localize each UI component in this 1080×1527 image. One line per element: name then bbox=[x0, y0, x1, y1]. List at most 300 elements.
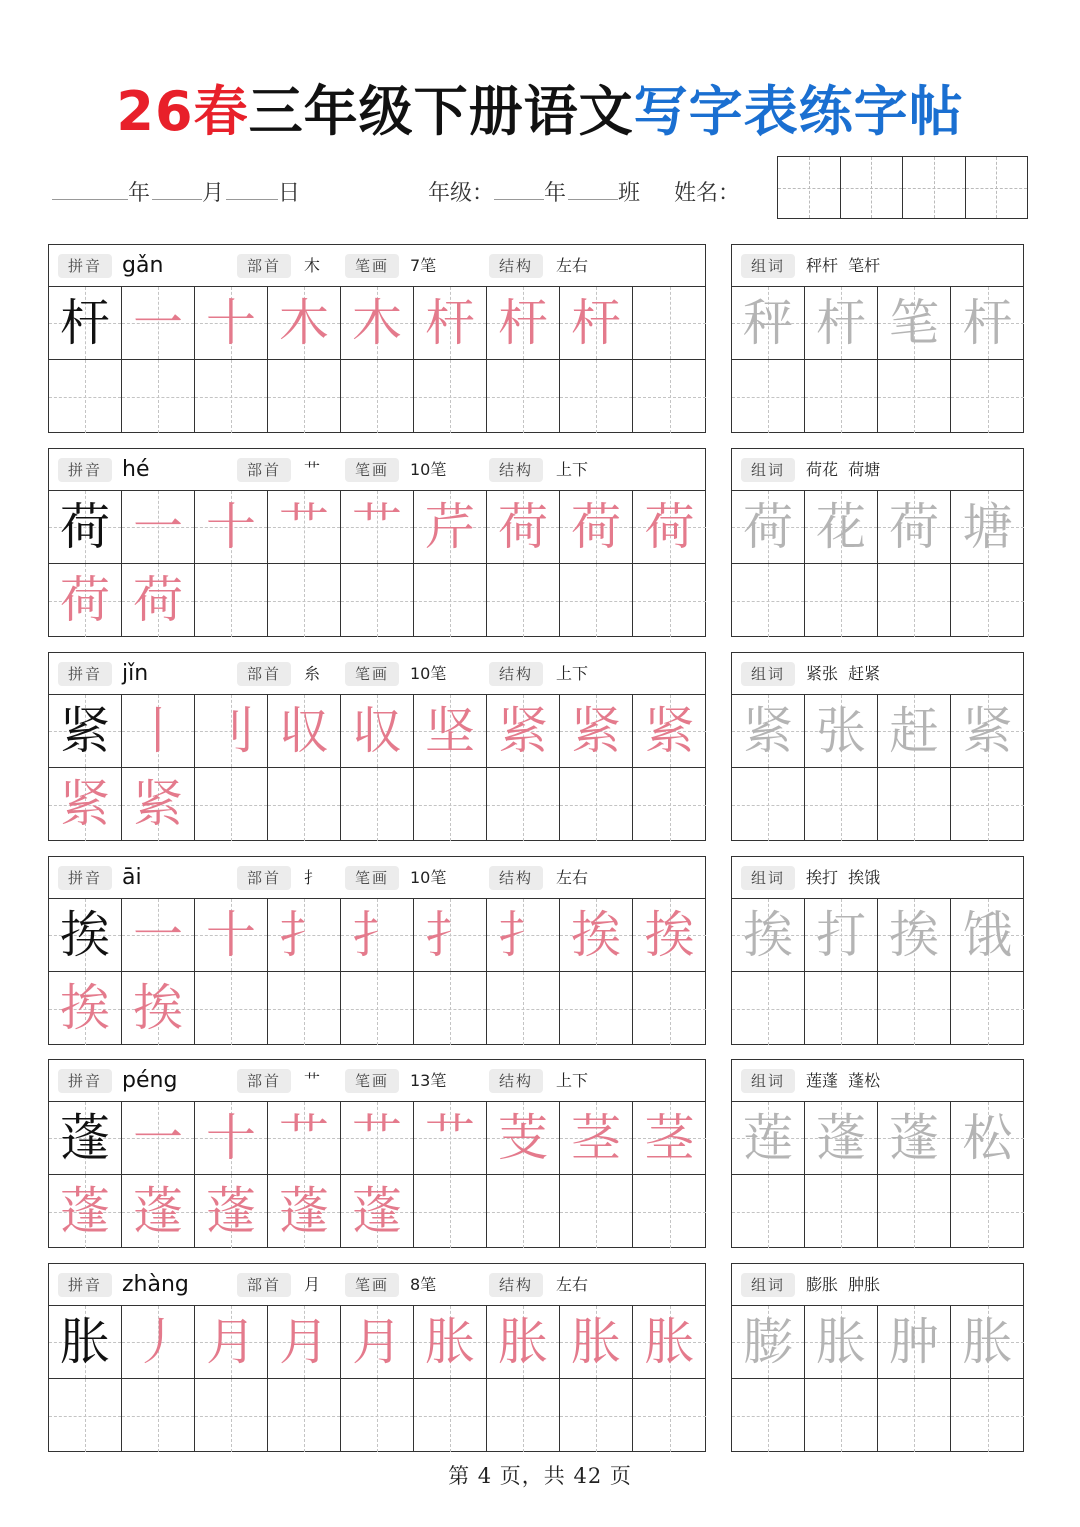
word-cell[interactable] bbox=[878, 768, 951, 841]
page-title bbox=[0, 78, 1080, 146]
word-cell[interactable] bbox=[805, 1306, 878, 1379]
word-trace-character: 松 bbox=[962, 1109, 1013, 1167]
practice-cell[interactable] bbox=[268, 360, 341, 433]
word-cell[interactable] bbox=[732, 695, 805, 768]
words-value: 荷花 荷塘 bbox=[806, 460, 881, 479]
class-line bbox=[428, 174, 740, 214]
stroke-step: 杆 bbox=[425, 294, 475, 352]
practice-cell[interactable] bbox=[268, 972, 341, 1045]
stroke-step: 紧 bbox=[644, 702, 695, 760]
practice-grid bbox=[49, 491, 705, 636]
practice-cell[interactable] bbox=[560, 899, 633, 972]
practice-cell[interactable] bbox=[49, 360, 122, 433]
practice-cell[interactable] bbox=[341, 360, 414, 433]
practice-grid bbox=[49, 287, 705, 432]
practice-cell[interactable] bbox=[414, 1102, 487, 1175]
practice-cell[interactable] bbox=[49, 1102, 122, 1175]
practice-cell[interactable] bbox=[122, 1175, 195, 1248]
practice-cell[interactable] bbox=[268, 695, 341, 768]
practice-cell[interactable] bbox=[487, 564, 560, 637]
practice-cell[interactable] bbox=[560, 360, 633, 433]
word-cell[interactable] bbox=[878, 972, 951, 1045]
strokes-value: 8笔 bbox=[410, 1275, 437, 1294]
stroke-step: 木 bbox=[279, 294, 329, 352]
practice-cell[interactable] bbox=[633, 564, 706, 637]
practice-cell[interactable] bbox=[414, 491, 487, 564]
strokes-tag: 笔画 bbox=[345, 254, 399, 278]
practice-cell[interactable] bbox=[414, 1175, 487, 1248]
radical-value: 月 bbox=[304, 1275, 321, 1294]
title-part-practice: 写字表练字帖 bbox=[633, 80, 964, 143]
practice-cell[interactable] bbox=[195, 899, 268, 972]
radical-value: 艹 bbox=[304, 460, 321, 479]
words-header bbox=[732, 1264, 1023, 1306]
word-trace-character: 荷 bbox=[743, 498, 793, 556]
stroke-step: 茎 bbox=[571, 1109, 621, 1167]
practice-cell[interactable] bbox=[268, 1102, 341, 1175]
pinyin-tag: 拼音 bbox=[58, 254, 112, 278]
practice-cell[interactable] bbox=[268, 1306, 341, 1379]
practice-cell[interactable] bbox=[268, 899, 341, 972]
stroke-step: 十 bbox=[206, 1109, 256, 1167]
stroke-step: 荷 bbox=[644, 498, 695, 556]
word-cell[interactable] bbox=[732, 768, 805, 841]
words-panel bbox=[731, 856, 1024, 1045]
practice-cell[interactable] bbox=[341, 1175, 414, 1248]
practice-cell[interactable] bbox=[122, 1379, 195, 1452]
name-cell[interactable] bbox=[778, 157, 841, 218]
practice-cell[interactable] bbox=[195, 768, 268, 841]
stroke-step: 荷 bbox=[60, 571, 110, 629]
stroke-step: 十 bbox=[206, 294, 256, 352]
practice-cell[interactable] bbox=[633, 1306, 706, 1379]
words-panel bbox=[731, 652, 1024, 841]
structure-value: 左右 bbox=[556, 256, 589, 275]
words-header bbox=[732, 245, 1023, 287]
info-header bbox=[49, 1264, 705, 1306]
words-value: 莲蓬 蓬松 bbox=[806, 1071, 881, 1090]
radical-tag: 部首 bbox=[237, 458, 291, 482]
practice-cell[interactable] bbox=[122, 564, 195, 637]
practice-cell[interactable] bbox=[195, 1175, 268, 1248]
strokes-tag: 笔画 bbox=[345, 1273, 399, 1297]
word-cell[interactable] bbox=[878, 1306, 951, 1379]
name-grid[interactable] bbox=[777, 156, 1028, 219]
practice-cell[interactable] bbox=[633, 899, 706, 972]
words-grid bbox=[732, 899, 1023, 1044]
info-header bbox=[49, 857, 705, 899]
class-label: 班 bbox=[618, 181, 641, 206]
word-cell[interactable] bbox=[732, 1379, 805, 1452]
word-cell[interactable] bbox=[878, 1102, 951, 1175]
practice-cell[interactable] bbox=[195, 1306, 268, 1379]
words-tag: 组词 bbox=[741, 1273, 795, 1297]
word-cell[interactable] bbox=[878, 491, 951, 564]
practice-cell[interactable] bbox=[268, 768, 341, 841]
stroke-step: 丨 bbox=[133, 702, 183, 760]
character-block bbox=[48, 244, 1024, 433]
strokes-value: 10笔 bbox=[410, 460, 447, 479]
practice-cell[interactable] bbox=[122, 1306, 195, 1379]
practice-cell[interactable] bbox=[560, 1379, 633, 1452]
word-trace-character: 杆 bbox=[962, 294, 1013, 352]
practice-cell[interactable] bbox=[487, 491, 560, 564]
word-trace-character: 肿 bbox=[889, 1313, 939, 1371]
practice-cell[interactable] bbox=[633, 695, 706, 768]
practice-cell[interactable] bbox=[122, 1102, 195, 1175]
practice-cell[interactable] bbox=[633, 491, 706, 564]
name-label: 姓名： bbox=[674, 181, 741, 206]
word-trace-character: 笔 bbox=[889, 294, 939, 352]
grade-year-label: 年 bbox=[544, 181, 567, 206]
model-character: 蓬 bbox=[60, 1109, 110, 1167]
name-cell[interactable] bbox=[966, 157, 1028, 218]
practice-cell[interactable] bbox=[633, 1175, 706, 1248]
practice-cell[interactable] bbox=[49, 287, 122, 360]
structure-tag: 结构 bbox=[489, 866, 543, 890]
words-grid bbox=[732, 491, 1023, 636]
practice-cell[interactable] bbox=[341, 695, 414, 768]
strokes-value: 13笔 bbox=[410, 1071, 447, 1090]
practice-cell[interactable] bbox=[341, 768, 414, 841]
practice-cell[interactable] bbox=[268, 287, 341, 360]
word-trace-character: 膨 bbox=[743, 1313, 793, 1371]
words-grid bbox=[732, 1306, 1023, 1451]
stroke-step: 紧 bbox=[571, 702, 621, 760]
word-cell[interactable] bbox=[951, 564, 1024, 637]
word-trace-character: 赶 bbox=[889, 702, 939, 760]
practice-cell[interactable] bbox=[487, 1102, 560, 1175]
word-cell[interactable] bbox=[878, 695, 951, 768]
strokes-value: 10笔 bbox=[410, 868, 447, 887]
info-header bbox=[49, 245, 705, 287]
word-cell[interactable] bbox=[732, 360, 805, 433]
words-header bbox=[732, 653, 1023, 695]
practice-cell[interactable] bbox=[341, 1102, 414, 1175]
word-trace-character: 杆 bbox=[816, 294, 866, 352]
practice-cell[interactable] bbox=[195, 564, 268, 637]
word-trace-character: 胀 bbox=[816, 1313, 866, 1371]
stroke-step: 蓬 bbox=[206, 1182, 256, 1240]
stroke-step: 月 bbox=[279, 1313, 329, 1371]
word-cell[interactable] bbox=[732, 1102, 805, 1175]
model-character: 紧 bbox=[60, 702, 110, 760]
pinyin-value: péng bbox=[122, 1068, 178, 1093]
class-blank[interactable] bbox=[568, 174, 618, 200]
stroke-step: 胀 bbox=[644, 1313, 695, 1371]
practice-cell[interactable] bbox=[560, 1306, 633, 1379]
structure-tag: 结构 bbox=[489, 1069, 543, 1093]
word-cell[interactable] bbox=[951, 1306, 1024, 1379]
year-blank[interactable] bbox=[52, 174, 128, 200]
word-cell[interactable] bbox=[732, 287, 805, 360]
model-character: 挨 bbox=[60, 906, 110, 964]
word-cell[interactable] bbox=[805, 972, 878, 1045]
word-cell[interactable] bbox=[878, 1379, 951, 1452]
stroke-step: 艹 bbox=[279, 498, 329, 556]
practice-cell[interactable] bbox=[414, 972, 487, 1045]
structure-value: 左右 bbox=[556, 868, 589, 887]
practice-cell[interactable] bbox=[560, 491, 633, 564]
structure-tag: 结构 bbox=[489, 458, 543, 482]
practice-cell[interactable] bbox=[268, 491, 341, 564]
date-line bbox=[52, 174, 300, 214]
page-footer: 第 4 页，共 42 页 bbox=[448, 1464, 632, 1488]
practice-cell[interactable] bbox=[122, 491, 195, 564]
practice-cell[interactable] bbox=[49, 695, 122, 768]
practice-cell[interactable] bbox=[195, 360, 268, 433]
practice-cell[interactable] bbox=[560, 1175, 633, 1248]
practice-cell[interactable] bbox=[49, 768, 122, 841]
practice-cell[interactable] bbox=[414, 768, 487, 841]
word-cell[interactable] bbox=[732, 564, 805, 637]
practice-cell[interactable] bbox=[195, 972, 268, 1045]
practice-cell[interactable] bbox=[122, 287, 195, 360]
word-cell[interactable] bbox=[732, 1306, 805, 1379]
structure-value: 上下 bbox=[556, 460, 589, 479]
word-cell[interactable] bbox=[805, 899, 878, 972]
stroke-step: 扌 bbox=[279, 906, 329, 964]
practice-cell[interactable] bbox=[633, 1102, 706, 1175]
practice-cell[interactable] bbox=[414, 695, 487, 768]
word-trace-character: 挨 bbox=[743, 906, 793, 964]
character-block bbox=[48, 1263, 1024, 1452]
stroke-step: 一 bbox=[133, 906, 183, 964]
practice-cell[interactable] bbox=[633, 1379, 706, 1452]
word-cell[interactable] bbox=[878, 1175, 951, 1248]
word-cell[interactable] bbox=[805, 564, 878, 637]
word-trace-character: 秤 bbox=[743, 294, 793, 352]
word-cell[interactable] bbox=[951, 287, 1024, 360]
practice-cell[interactable] bbox=[487, 768, 560, 841]
word-cell[interactable] bbox=[878, 287, 951, 360]
practice-cell[interactable] bbox=[122, 695, 195, 768]
practice-cell[interactable] bbox=[122, 972, 195, 1045]
stroke-step: 紧 bbox=[498, 702, 548, 760]
stroke-step: 蓬 bbox=[60, 1182, 110, 1240]
word-trace-character: 打 bbox=[816, 906, 866, 964]
stroke-step: 艹 bbox=[279, 1109, 329, 1167]
words-header bbox=[732, 857, 1023, 899]
practice-cell[interactable] bbox=[560, 287, 633, 360]
practice-cell[interactable] bbox=[49, 491, 122, 564]
practice-cell[interactable] bbox=[49, 972, 122, 1045]
stroke-step: 胀 bbox=[425, 1313, 475, 1371]
title-part-year: 26春 bbox=[116, 80, 249, 143]
pinyin-value: hé bbox=[122, 457, 150, 482]
practice-cell[interactable] bbox=[341, 564, 414, 637]
word-cell[interactable] bbox=[951, 491, 1024, 564]
strokes-tag: 笔画 bbox=[345, 458, 399, 482]
practice-cell[interactable] bbox=[195, 1102, 268, 1175]
practice-cell[interactable] bbox=[341, 287, 414, 360]
word-cell[interactable] bbox=[805, 695, 878, 768]
radical-value: 木 bbox=[304, 256, 321, 275]
word-cell[interactable] bbox=[805, 287, 878, 360]
practice-panel bbox=[48, 448, 706, 637]
stroke-step: 蓬 bbox=[133, 1182, 183, 1240]
words-tag: 组词 bbox=[741, 254, 795, 278]
radical-tag: 部首 bbox=[237, 866, 291, 890]
word-cell[interactable] bbox=[732, 491, 805, 564]
practice-cell[interactable] bbox=[633, 287, 706, 360]
word-cell[interactable] bbox=[878, 564, 951, 637]
practice-cell[interactable] bbox=[487, 695, 560, 768]
practice-cell[interactable] bbox=[487, 360, 560, 433]
word-trace-character: 蓬 bbox=[889, 1109, 939, 1167]
strokes-value: 7笔 bbox=[410, 256, 437, 275]
structure-value: 上下 bbox=[556, 664, 589, 683]
stroke-step: 挨 bbox=[571, 906, 621, 964]
word-trace-character: 蓬 bbox=[816, 1109, 866, 1167]
word-trace-character: 莲 bbox=[743, 1109, 793, 1167]
character-block bbox=[48, 1059, 1024, 1248]
day-blank[interactable] bbox=[226, 174, 278, 200]
structure-tag: 结构 bbox=[489, 1273, 543, 1297]
practice-cell[interactable] bbox=[487, 1306, 560, 1379]
practice-cell[interactable] bbox=[268, 564, 341, 637]
practice-cell[interactable] bbox=[633, 768, 706, 841]
word-cell[interactable] bbox=[805, 491, 878, 564]
words-header bbox=[732, 449, 1023, 491]
practice-cell[interactable] bbox=[487, 1379, 560, 1452]
structure-tag: 结构 bbox=[489, 662, 543, 686]
name-cell[interactable] bbox=[903, 157, 966, 218]
words-grid bbox=[732, 287, 1023, 432]
practice-cell[interactable] bbox=[122, 360, 195, 433]
practice-cell[interactable] bbox=[560, 695, 633, 768]
practice-cell[interactable] bbox=[560, 564, 633, 637]
title-part-grade: 三年级下册语文 bbox=[248, 80, 634, 143]
practice-cell[interactable] bbox=[49, 564, 122, 637]
stroke-step: 扌 bbox=[352, 906, 402, 964]
practice-cell[interactable] bbox=[633, 972, 706, 1045]
stroke-step: 木 bbox=[352, 294, 402, 352]
practice-cell[interactable] bbox=[341, 972, 414, 1045]
practice-cell[interactable] bbox=[414, 1379, 487, 1452]
word-cell[interactable] bbox=[951, 695, 1024, 768]
stroke-step: 収 bbox=[279, 702, 329, 760]
stroke-step: 一 bbox=[133, 498, 183, 556]
radical-value: 糸 bbox=[304, 664, 321, 683]
word-trace-character: 紧 bbox=[962, 702, 1013, 760]
word-cell[interactable] bbox=[805, 360, 878, 433]
pinyin-value: āi bbox=[122, 865, 142, 890]
practice-cell[interactable] bbox=[268, 1379, 341, 1452]
stroke-step: 艹 bbox=[352, 498, 402, 556]
word-cell[interactable] bbox=[805, 1379, 878, 1452]
word-cell[interactable] bbox=[951, 360, 1024, 433]
stroke-step: 紧 bbox=[60, 775, 110, 833]
practice-cell[interactable] bbox=[195, 1379, 268, 1452]
practice-cell[interactable] bbox=[560, 1102, 633, 1175]
practice-cell[interactable] bbox=[341, 899, 414, 972]
word-cell[interactable] bbox=[951, 1175, 1024, 1248]
day-label: 日 bbox=[278, 181, 301, 206]
word-cell[interactable] bbox=[951, 1379, 1024, 1452]
word-cell[interactable] bbox=[805, 768, 878, 841]
practice-cell[interactable] bbox=[414, 1306, 487, 1379]
word-cell[interactable] bbox=[805, 1175, 878, 1248]
stroke-step: 荷 bbox=[498, 498, 548, 556]
word-cell[interactable] bbox=[878, 899, 951, 972]
model-character: 荷 bbox=[60, 498, 110, 556]
practice-cell[interactable] bbox=[633, 360, 706, 433]
practice-cell[interactable] bbox=[560, 972, 633, 1045]
stroke-step: 胀 bbox=[498, 1313, 548, 1371]
practice-cell[interactable] bbox=[122, 768, 195, 841]
practice-grid bbox=[49, 695, 705, 840]
stroke-step: 十 bbox=[206, 498, 256, 556]
practice-cell[interactable] bbox=[49, 1175, 122, 1248]
stroke-step: 月 bbox=[206, 1313, 256, 1371]
word-cell[interactable] bbox=[951, 1102, 1024, 1175]
stroke-step: 一 bbox=[133, 1109, 183, 1167]
radical-tag: 部首 bbox=[237, 254, 291, 278]
word-cell[interactable] bbox=[951, 899, 1024, 972]
strokes-tag: 笔画 bbox=[345, 662, 399, 686]
practice-cell[interactable] bbox=[195, 287, 268, 360]
pinyin-value: gǎn bbox=[122, 253, 164, 278]
stroke-step: 挨 bbox=[133, 979, 183, 1037]
practice-cell[interactable] bbox=[487, 287, 560, 360]
month-blank[interactable] bbox=[152, 174, 202, 200]
pinyin-value: zhàng bbox=[122, 1272, 189, 1297]
pinyin-tag: 拼音 bbox=[58, 866, 112, 890]
practice-cell[interactable] bbox=[414, 899, 487, 972]
practice-cell[interactable] bbox=[268, 1175, 341, 1248]
word-cell[interactable] bbox=[878, 360, 951, 433]
practice-cell[interactable] bbox=[414, 360, 487, 433]
character-block bbox=[48, 856, 1024, 1045]
practice-cell[interactable] bbox=[560, 768, 633, 841]
word-cell[interactable] bbox=[732, 1175, 805, 1248]
pinyin-tag: 拼音 bbox=[58, 1069, 112, 1093]
stroke-step: 紧 bbox=[133, 775, 183, 833]
stroke-step: 扌 bbox=[425, 906, 475, 964]
stroke-step: 杆 bbox=[498, 294, 548, 352]
word-cell[interactable] bbox=[951, 768, 1024, 841]
practice-cell[interactable] bbox=[487, 972, 560, 1045]
practice-cell[interactable] bbox=[341, 1379, 414, 1452]
stroke-step: 蓬 bbox=[352, 1182, 402, 1240]
words-panel bbox=[731, 1059, 1024, 1248]
word-cell[interactable] bbox=[732, 972, 805, 1045]
practice-cell[interactable] bbox=[487, 1175, 560, 1248]
practice-cell[interactable] bbox=[414, 564, 487, 637]
word-cell[interactable] bbox=[732, 899, 805, 972]
practice-cell[interactable] bbox=[49, 1379, 122, 1452]
practice-cell[interactable] bbox=[341, 491, 414, 564]
grade-blank[interactable] bbox=[494, 174, 544, 200]
practice-cell[interactable] bbox=[195, 491, 268, 564]
practice-cell[interactable] bbox=[49, 1306, 122, 1379]
practice-cell[interactable] bbox=[487, 899, 560, 972]
word-cell[interactable] bbox=[951, 972, 1024, 1045]
word-cell[interactable] bbox=[805, 1102, 878, 1175]
practice-cell[interactable] bbox=[195, 695, 268, 768]
practice-panel bbox=[48, 244, 706, 433]
practice-cell[interactable] bbox=[341, 1306, 414, 1379]
stroke-step: 十 bbox=[206, 906, 256, 964]
model-character: 杆 bbox=[60, 294, 110, 352]
name-cell[interactable] bbox=[841, 157, 904, 218]
practice-cell[interactable] bbox=[122, 899, 195, 972]
stroke-step: 胀 bbox=[571, 1313, 621, 1371]
pinyin-tag: 拼音 bbox=[58, 458, 112, 482]
practice-cell[interactable] bbox=[414, 287, 487, 360]
practice-cell[interactable] bbox=[49, 899, 122, 972]
